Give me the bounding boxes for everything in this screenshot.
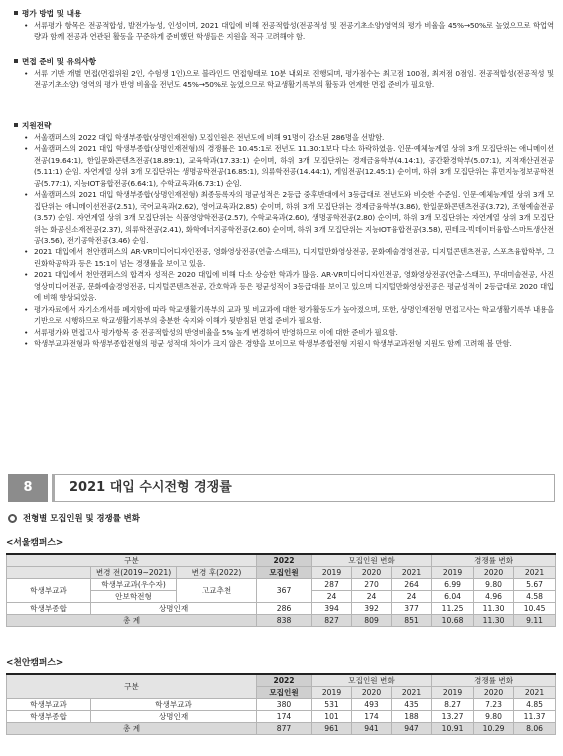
table-row: [7, 579, 556, 591]
seoul-table: [6, 553, 556, 627]
table-row: [7, 603, 556, 615]
total-row: [7, 723, 556, 735]
table-cell: 435: [392, 699, 432, 711]
header-gubun: 구분: [7, 554, 257, 567]
square-bullet-icon: [14, 11, 18, 15]
campus-label-cheonan: <천안캠퍼스>: [6, 658, 64, 668]
row-name: 상명인재: [91, 603, 257, 615]
header-year: 2020: [352, 687, 392, 699]
subheading: 전형별 모집인원 및 경쟁률 변화: [8, 512, 140, 525]
bullet-item: • 2021 대입에서 천안캠퍼스의 AR·VR미디어디자인전공, 영화영상전공(연출·스태프), 디지털만화영상전공, 문화예술경영전공, 디지털콘텐츠전공, 스포츠융합학부, 그린화학공학과 등은 15:1이 넘는 경쟁률을 보이고 있음.: [22, 246, 554, 269]
header-year: 2020: [474, 687, 514, 699]
header-mojip: 모집인원: [257, 687, 312, 699]
header-year: 2021: [514, 687, 556, 699]
bullet-item: • 2021 대입에서 천안캠퍼스의 합격자 성적은 2020 대입에 비해 다소 상승한 학과가 많음. AR·VR미디어디자인전공, 영화영상전공(연출·스태프), 무대미술전공, 사진영상미디어전공, 문화예술경영전공, 디지털콘텐츠전공, 간호학과 등은 평균성적이 3등급대를 보이고 있으며 디지털만화영상전공은 평균성적이 2등급대로 2020 대입에 비해 향상되었음.: [22, 269, 554, 303]
table-cell: 264: [392, 579, 432, 591]
row-label: 학생부교과: [7, 699, 91, 711]
table-cell: 531: [312, 699, 352, 711]
section-8-header: [8, 474, 555, 502]
section-c: [14, 118, 554, 350]
section-heading: 평가 방법 및 내용: [14, 8, 554, 20]
row-before: 학생부교과(우수자): [91, 579, 177, 591]
header-mojip: 모집인원: [257, 567, 312, 579]
table-cell: 13.27: [432, 711, 474, 723]
header-gubun: 구분: [7, 674, 257, 699]
table-cell: 941: [352, 723, 392, 735]
bullet-item: • 서울캠퍼스의 2021 대입 학생부종합(상명인재전형) 최종등록자의 평균성적은 2등급 중후반대에서 3등급대로 전년도와 비슷한 수준임. 인문·예체능계열 상위 3개 모집단위는 애니메이션전공(2.51), 국어교육과(2.62), 영어교육과(2.85) 순이며, 하위 3개 모집단위는 경제금융학부(3.86), 한일문화콘텐츠전공(3.72), 조형예술전공(3.57) 순임. 자연계열 상위 3개 모집단위는 식품영양학전공(2.57), 수학교육과(2.60), 생명공학전공(2.80) 순이며, 하위 3개 모집단위는 자연계열 상위 3개 모집단위는 화공신소재전공(2.37), 의류학전공(2.41), 화학에너지공학전공(2.60) 순이며, 하위 3개 모집단위는 지능IOT융합전공(3.58), 핀테크·빅데이터융합·스마트생산전공(3.56), 전기공학전공(3.46) 순임.: [22, 189, 554, 246]
section-heading: 지원전략: [14, 120, 554, 132]
table-cell: 270: [352, 579, 392, 591]
table-cell: 4.96: [474, 591, 514, 603]
bullet-item: • 서울캠퍼스의 2022 대입 학생부종합(상명인재전형) 모집인원은 전년도에 비해 91명이 감소된 286명을 선발함.: [22, 132, 554, 143]
row-name: 상명인재: [91, 711, 257, 723]
table-cell: 11.25: [432, 603, 474, 615]
circle-bullet-icon: [8, 514, 17, 523]
table-cell: 394: [312, 603, 352, 615]
section-title: 2021 대입 수시전형 경쟁률: [52, 474, 555, 502]
header-year: 2021: [392, 687, 432, 699]
table-cell: 8.27: [432, 699, 474, 711]
cell-2022: 838: [257, 615, 312, 627]
header-2022: 2022: [257, 554, 312, 567]
table-cell: 10.68: [432, 615, 474, 627]
header-year: 2019: [432, 567, 474, 579]
table-cell: 809: [352, 615, 392, 627]
table-cell: 24: [312, 591, 352, 603]
table-cell: 9.80: [474, 711, 514, 723]
header-mojip-change: 모집인원 변화: [312, 554, 432, 567]
bullet-item: • 서류평가와 면접고사 평가항목 중 전공적합성의 반영비율을 5% 높게 변경하여 반영하므로 이에 대한 준비가 필요함.: [22, 327, 554, 338]
table-cell: 9.11: [514, 615, 556, 627]
header-year: 2019: [312, 687, 352, 699]
section-number: 8: [8, 474, 48, 502]
table-cell: 24: [392, 591, 432, 603]
header-ratio-change: 경쟁률 변화: [432, 554, 556, 567]
square-bullet-icon: [14, 123, 18, 127]
bullet-item: • 평가자료에서 자기소개서를 폐지함에 따라 학교생활기록부의 교과 및 비교과에 대한 평가활동도가 높아졌으며, 또한, 상명인재전형 면접고사는 학교생활기록부 내용을 기반으로 시행하므로 학교생활기록부의 충분한 숙지와 이해가 뒷받침된 면접 준비가 필요함.: [22, 304, 554, 327]
total-label: 총 계: [7, 615, 257, 627]
row-label: 학생부종합: [7, 711, 91, 723]
cell-2022: 367: [257, 579, 312, 603]
table-cell: 947: [392, 723, 432, 735]
header-after: 변경 후(2022): [177, 567, 257, 579]
section-heading: 면접 준비 및 유의사항: [14, 56, 554, 68]
total-row: [7, 615, 556, 627]
header-2022: 2022: [257, 674, 312, 687]
header-year: 2021: [392, 567, 432, 579]
header-year: 2019: [312, 567, 352, 579]
table-cell: 7.23: [474, 699, 514, 711]
section-b: [14, 54, 554, 91]
row-label: 학생부종합: [7, 603, 91, 615]
header-year: 2019: [432, 687, 474, 699]
table-cell: 493: [352, 699, 392, 711]
cell-2022: 380: [257, 699, 312, 711]
table-cell: 6.99: [432, 579, 474, 591]
row-label: 학생부교과: [7, 579, 91, 603]
header-year: 2021: [514, 567, 556, 579]
table-cell: 5.67: [514, 579, 556, 591]
row-before: 안보학전형: [91, 591, 177, 603]
cell-2022: 286: [257, 603, 312, 615]
campus-label-seoul: <서울캠퍼스>: [6, 538, 64, 548]
header-year: 2020: [352, 567, 392, 579]
table-cell: 188: [392, 711, 432, 723]
table-cell: 827: [312, 615, 352, 627]
section-a: [14, 6, 554, 43]
table-cell: 11.37: [514, 711, 556, 723]
table-cell: 24: [352, 591, 392, 603]
header-mojip-change: 모집인원 변화: [312, 674, 432, 687]
bullet-item: • 학생부교과전형과 학생부종합전형의 평균 성적대 차이가 크지 않은 경향을 보이므로 학생부종합전형 지원시 학생부교과전형 지원도 함께 고려해 볼 만함.: [22, 338, 554, 349]
table-cell: 377: [392, 603, 432, 615]
table-cell: 10.45: [514, 603, 556, 615]
table-cell: 174: [352, 711, 392, 723]
bullet-item: • 서류평가 항목은 전공적합성, 발전가능성, 인성이며, 2021 대입에 비해 전공적합성(전공적성 및 전공기초소양)영역의 평가 비율을 45%→50%로 높였으므로 학업역량과 함께 전공과 연관된 활동을 꾸준하게 준비했던 학생들은 지원을 적극 고려해야 함.: [22, 20, 554, 43]
square-bullet-icon: [14, 59, 18, 63]
bullet-item: • 서울캠퍼스의 2021 대입 학생부종합(상명인재전형)의 경쟁률은 10.45:1로 전년도 11.30:1보다 다소 하락하였음. 인문·예체능계열 상위 3개 모집단위는 애니메이션전공(19.64:1), 한일문화콘텐츠전공(18.89:1), 교육학과(17.33:1) 순이며, 하위 3개 모집단위는 경제금융학부(4.14:1), 공간환경학부(5.07:1), 지적재산권전공(5.11:1) 순임. 자연계열 상위 3개 모집단위는 생명공학전공(16.85:1), 의류학전공(14.44:1), 게임전공(12.45:1) 순이며, 하위 3개 모집단위는 휴먼지능정보공학전공(5.77:1), 지능IOT융합전공(6.64:1), 수학교육과(6.73:1) 순임.: [22, 143, 554, 189]
table-cell: 851: [392, 615, 432, 627]
cell-2022: 877: [257, 723, 312, 735]
table-row: [7, 699, 556, 711]
row-after: 고교추천: [177, 579, 257, 603]
table-cell: 10.29: [474, 723, 514, 735]
table-cell: 6.04: [432, 591, 474, 603]
table-cell: 4.85: [514, 699, 556, 711]
row-name: 학생부교과: [91, 699, 257, 711]
table-cell: 287: [312, 579, 352, 591]
table-cell: 9.80: [474, 579, 514, 591]
header-year: 2020: [474, 567, 514, 579]
bullet-item: • 서류 기반 개별 면접(면접위원 2인, 수험생 1인)으로 블라인드 면접형태로 10분 내외로 진행되며, 평가점수는 최고점 100점, 최저점 0점임. 전공적합성(전공적성 및 전공기초소양) 영역의 평가 반영 비율을 전년도 45%→50%로 높였으므로 학교생활기록부의 활동과 연계한 면접 준비가 필요함.: [22, 68, 554, 91]
table-cell: 11.30: [474, 615, 514, 627]
header-ratio-change: 경쟁률 변화: [432, 674, 556, 687]
cell-2022: 174: [257, 711, 312, 723]
header-before: 변경 전(2019~2021): [91, 567, 177, 579]
table-cell: 8.06: [514, 723, 556, 735]
total-label: 총 계: [7, 723, 257, 735]
table-cell: 392: [352, 603, 392, 615]
table-cell: 101: [312, 711, 352, 723]
table-cell: 10.91: [432, 723, 474, 735]
table-cell: 4.58: [514, 591, 556, 603]
table-row: [7, 711, 556, 723]
cheonan-table: [6, 673, 556, 735]
table-cell: 11.30: [474, 603, 514, 615]
table-cell: 961: [312, 723, 352, 735]
